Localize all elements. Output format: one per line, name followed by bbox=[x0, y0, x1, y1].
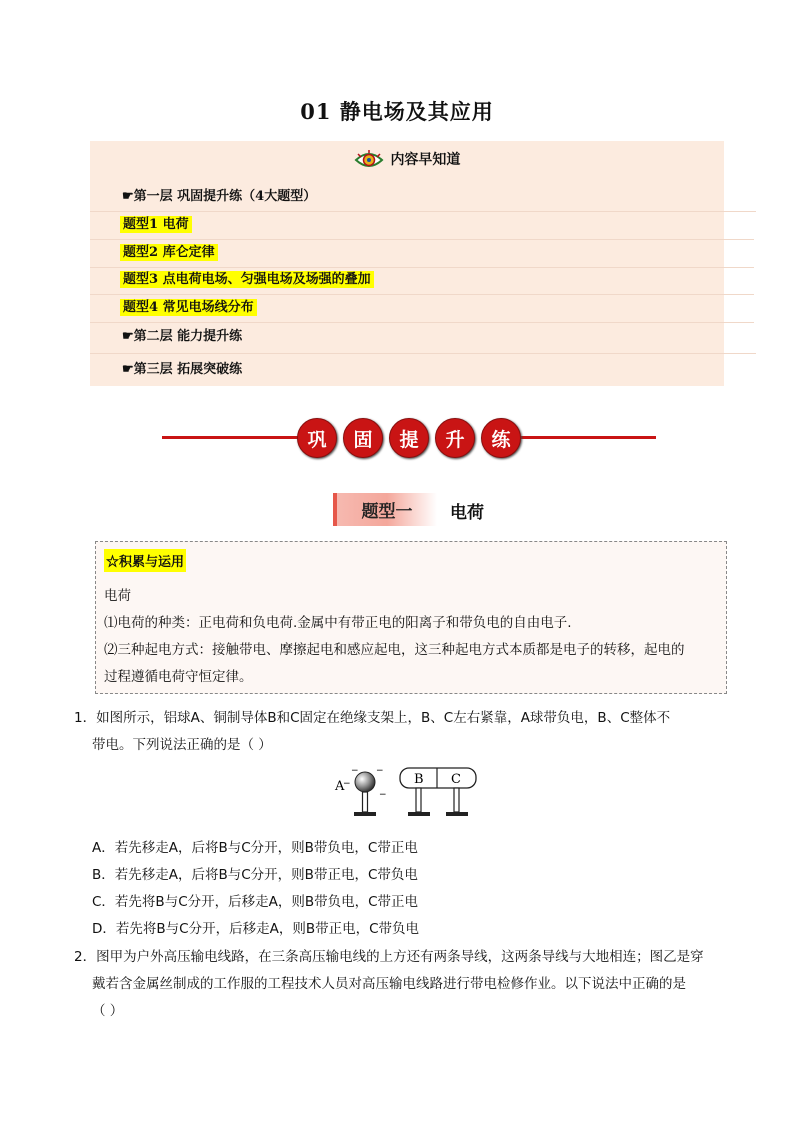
question-1-option-c[interactable]: C．若先将B与C分开，后移走A，则B带负电，C带正电 bbox=[92, 894, 419, 910]
conductor-bc bbox=[400, 768, 476, 788]
question-type-name: 电荷 bbox=[450, 503, 484, 523]
toc-type-2[interactable]: 题型2 库仑定律 bbox=[90, 241, 754, 268]
knowledge-line: ⑵三种起电方式：接触带电、摩擦起电和感应起电，这三种起电方式本质都是电子的转移，起电的 bbox=[104, 642, 685, 658]
banner-line-left bbox=[162, 436, 302, 439]
question-1-stem-line: 1．如图所示，铝球A、铜制导体B和C固定在绝缘支架上，B、C左右紧靠，A球带负电，B、C整体不 bbox=[74, 710, 671, 726]
section-banner bbox=[162, 418, 656, 458]
charged-conductor-figure bbox=[330, 764, 480, 820]
toc-type-3[interactable]: 题型3 点电荷电场、匀强电场及场强的叠加 bbox=[90, 268, 754, 295]
banner-char: 巩 bbox=[297, 418, 337, 458]
knowledge-box bbox=[95, 541, 727, 694]
eye-icon bbox=[354, 150, 384, 170]
banner-char: 练 bbox=[481, 418, 521, 458]
banner-line-right bbox=[516, 436, 656, 439]
knowledge-line: 电荷 bbox=[104, 588, 131, 604]
banner-char: 固 bbox=[343, 418, 383, 458]
toc-layer-1[interactable]: ☛第一层 巩固提升练（4大题型） bbox=[90, 185, 756, 212]
toc-type-1[interactable]: 题型1 电荷 bbox=[90, 213, 754, 240]
contents-header: 内容早知道 bbox=[90, 149, 724, 170]
label-c: C bbox=[451, 772, 461, 787]
toc-type-4[interactable]: 题型4 常见电场线分布 bbox=[90, 296, 754, 323]
banner-char: 提 bbox=[389, 418, 429, 458]
question-1-stem-line: 带电。下列说法正确的是（ ） bbox=[92, 737, 272, 753]
charge-sign: − bbox=[343, 779, 351, 789]
knowledge-title: ☆积累与运用 bbox=[104, 549, 186, 572]
charge-sign: − bbox=[376, 766, 384, 776]
question-2-stem-line: （ ） bbox=[92, 1003, 124, 1019]
label-a: A bbox=[335, 779, 345, 794]
charge-sign: − bbox=[351, 766, 359, 776]
question-1-option-a[interactable]: A．若先移走A，后将B与C分开，则B带负电，C带正电 bbox=[92, 840, 418, 856]
label-b: B bbox=[414, 772, 424, 787]
banner-char: 升 bbox=[435, 418, 475, 458]
contents-box bbox=[90, 141, 724, 386]
knowledge-line: ⑴电荷的种类：正电荷和负电荷.金属中有带正电的阳离子和带负电的自由电子. bbox=[104, 615, 572, 631]
toc-layer-3[interactable]: ☛第三层 拓展突破练 bbox=[122, 362, 243, 377]
toc-layer-2[interactable]: ☛第二层 能力提升练 bbox=[90, 325, 756, 354]
document-title: 01 静电场及其应用 bbox=[300, 99, 494, 124]
knowledge-line: 过程遵循电荷守恒定律。 bbox=[104, 669, 253, 685]
question-1-option-b[interactable]: B．若先移走A，后将B与C分开，则B带正电，C带负电 bbox=[92, 867, 418, 883]
question-2-stem-line: 戴若含金属丝制成的工作服的工程技术人员对高压输电线路进行带电检修作业。以下说法中正确的是 bbox=[92, 976, 686, 992]
charge-sign: − bbox=[379, 790, 387, 800]
question-2-stem-line: 2．图甲为户外高压输电线路，在三条高压输电线的上方还有两条导线，这两条导线与大地相连；图乙是穿 bbox=[74, 949, 704, 965]
question-type-badge: 题型一 bbox=[333, 493, 437, 526]
question-1-option-d[interactable]: D．若先将B与C分开，后移走A，则B带正电，C带负电 bbox=[92, 921, 420, 937]
